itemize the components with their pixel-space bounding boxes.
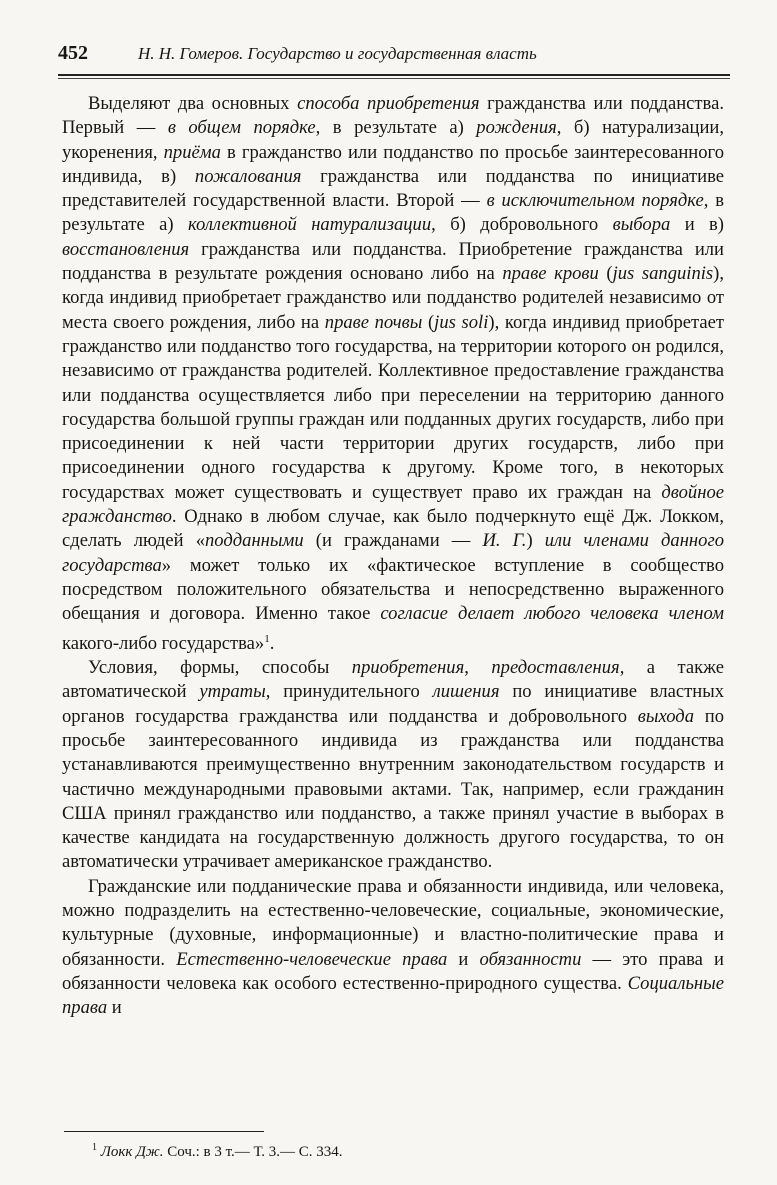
italic-run: рождения xyxy=(476,117,557,139)
italic-run: способа приобретения xyxy=(297,93,480,114)
footnote-text: Соч.: в 3 т.— Т. 3.— С. 334. xyxy=(163,1144,343,1160)
header-rule xyxy=(58,74,730,79)
text-run: в гражданство или подданство по просьбе заинтересованного индивида, в) xyxy=(62,141,725,187)
text-run: » может только их «фактическое вступление в сообщество посредством положительного обязательства и непосредственно выраженного обещания и договора. Именно такое xyxy=(62,554,724,625)
text-run: , б) добровольного xyxy=(431,214,613,236)
footnote-reference: 1 xyxy=(264,632,270,645)
italic-run: приобретения xyxy=(351,657,465,679)
body-text xyxy=(62,92,724,1020)
text-run: , б) натурализации, укоренения, xyxy=(62,117,725,163)
italic-run: двойное гражданство xyxy=(62,481,724,528)
italic-run: jus sanguinis xyxy=(612,263,714,285)
text-run: гражданства или подданства по инициативе представителей государственной власти. Второй — xyxy=(62,165,724,212)
text-run: . Однако в любом случае, как было подчеркнуто ещё Дж. Локком, сделать людей « xyxy=(62,506,724,552)
text-run: (и гражданами — xyxy=(303,530,483,552)
italic-run: предоставления xyxy=(491,657,620,679)
footnote xyxy=(92,1142,342,1161)
text-run: и в) xyxy=(670,214,725,236)
footnote-author: Локк Дж. xyxy=(100,1144,164,1160)
text-run: по просьбе заинтересованного индивида из гражданства или подданства устанавливаются преимущественно внутренним законодательством государств и частично международными правовыми актами. Так, например, если гражданин США принял гражданство или подданство, а также принял участие в выборах в качестве кандидата на государственную должность другого государства, то он автоматически утрачивает американское гражданство. xyxy=(62,705,724,873)
italic-run: или членами данного государства xyxy=(62,530,724,576)
text-run: , xyxy=(464,657,492,679)
text-run: гражданства или подданства. Первый — xyxy=(62,93,724,139)
text-run: и xyxy=(447,948,480,970)
text-run: . xyxy=(269,632,275,654)
italic-run: приёма xyxy=(163,141,221,163)
paragraph xyxy=(62,875,724,1021)
text-run: какого-либо государства» xyxy=(62,632,265,654)
italic-run: выбора xyxy=(612,214,671,236)
footnote-rule xyxy=(64,1131,264,1132)
italic-run: согласие делает любого человека членом xyxy=(380,603,724,625)
page-header xyxy=(58,40,730,74)
italic-run: праве крови xyxy=(502,263,599,285)
text-run: , а также автоматической xyxy=(62,657,724,703)
italic-run: И. Г. xyxy=(482,530,527,552)
italic-run: коллективной натурализации xyxy=(188,214,432,236)
text-run: ) xyxy=(526,530,545,552)
text-run: , принудительного xyxy=(265,681,433,703)
text-run: ), когда индивид приобретает гражданство или подданство того государства, на территории которого он родился, независимо от гражданства родителей. Коллективное предоставление гражданства или подданства осуществляется либо при переселении на территорию данного государства большой группы граждан или подданных других государств, либо при присоединении к ней части территории других государств, либо при присоединении одного государства к другому. Кроме того, в некоторых государствах может существовать и существует право их граждан на xyxy=(62,311,725,503)
italic-run: утраты xyxy=(199,681,266,703)
italic-run: пожалования xyxy=(194,165,302,187)
text-run: гражданства или подданства. Приобретение гражданства или подданства в результате рождения основано либо на xyxy=(62,238,724,285)
italic-run: выхода xyxy=(637,705,695,727)
italic-run: в исключительном порядке xyxy=(486,190,704,212)
text-run: ( xyxy=(422,311,435,333)
text-run: и xyxy=(107,997,122,1019)
text-run: ), когда индивид приобретает гражданство или подданство родителей независимо от места своего рождения, либо на xyxy=(62,263,724,333)
text-run: Гражданские или подданические права и обязанности индивида, или человека, можно подразделить на естественно-человеческие, социальные, экономические, культурные (духовные, информационные) и властно-политические права и обязанности. xyxy=(62,875,724,970)
italic-run: Социальные права xyxy=(62,972,724,1019)
text-run: , в результате а) xyxy=(315,117,477,139)
italic-run: jus soli xyxy=(434,311,489,333)
paragraph xyxy=(62,656,724,875)
italic-run: праве почвы xyxy=(324,311,423,333)
text-run: — это права и обязанности человека как особого естественно-природного существа. xyxy=(62,948,725,994)
text-run: по инициативе властных органов государства гражданства или подданства и добровольного xyxy=(62,681,725,727)
italic-run: в общем порядке xyxy=(167,117,316,139)
italic-run: лишения xyxy=(432,681,500,703)
text-run: ( xyxy=(598,263,613,285)
footnote-marker: 1 xyxy=(92,1142,97,1153)
text-run: , в результате а) xyxy=(62,190,724,236)
running-head: Н. Н. Гомеров. Государство и государственная власть xyxy=(138,44,537,63)
text-run: Условия, формы, способы xyxy=(88,657,352,679)
italic-run: подданными xyxy=(205,530,304,552)
italic-run: обязанности xyxy=(479,948,582,970)
paragraph xyxy=(62,92,724,656)
italic-run: Естественно-человеческие права xyxy=(176,948,448,970)
text-run: Выделяют два основных xyxy=(88,93,298,114)
page-number: 452 xyxy=(58,42,88,64)
italic-run: восстановления xyxy=(62,238,190,260)
